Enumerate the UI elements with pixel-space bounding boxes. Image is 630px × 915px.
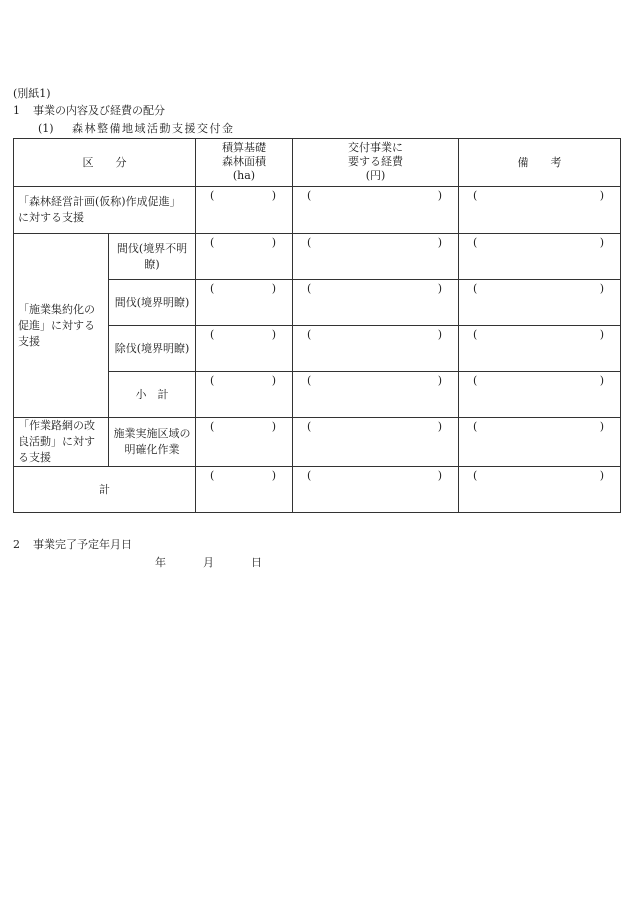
area-cell[interactable]: ( ) [196, 372, 293, 418]
remarks-cell[interactable]: ( ) [459, 372, 621, 418]
table-row [14, 467, 621, 513]
section-2-number: 2 [13, 538, 20, 551]
section-1-title: 事業の内容及び経費の配分 [33, 104, 165, 117]
table-header-row [14, 139, 621, 187]
subsection-1-number: (1) [38, 122, 54, 135]
row-weeding-clear-label: 除伐(境界明瞭) [109, 326, 196, 372]
area-cell[interactable]: ( ) [196, 418, 293, 467]
table-row [14, 418, 621, 467]
header-category: 区 分 [14, 139, 196, 187]
header-cost [293, 139, 459, 187]
header-cost-unit: (円) [365, 169, 386, 182]
remarks-cell[interactable]: ( ) [459, 326, 621, 372]
cost-cell[interactable]: ( ) [293, 187, 459, 234]
header-cost-line1: 交付事業に [348, 141, 403, 154]
row-total-label: 計 [14, 467, 196, 513]
header-area-line1: 積算基礎 [222, 141, 266, 154]
area-cell[interactable]: ( ) [196, 326, 293, 372]
header-cost-line2: 要する経費 [348, 155, 403, 168]
area-cell[interactable]: ( ) [196, 187, 293, 234]
remarks-cell[interactable]: ( ) [459, 280, 621, 326]
attachment-label: (別紙1) [13, 87, 51, 100]
row-plan-support-label: 「森林経営計画(仮称)作成促進」に対する支援 [14, 187, 196, 234]
remarks-cell[interactable]: ( ) [459, 234, 621, 280]
cost-cell[interactable]: ( ) [293, 372, 459, 418]
remarks-cell[interactable]: ( ) [459, 418, 621, 467]
header-remarks: 備 考 [459, 139, 621, 187]
section-2-heading [13, 538, 132, 552]
cost-cell[interactable]: ( ) [293, 234, 459, 280]
remarks-cell[interactable]: ( ) [459, 467, 621, 513]
section-1-number: 1 [13, 104, 20, 117]
date-month[interactable]: 月 [203, 556, 214, 569]
cost-cell[interactable]: ( ) [293, 326, 459, 372]
row-thinning-unclear-label: 間伐(境界不明瞭) [109, 234, 196, 280]
table-row [14, 234, 621, 280]
row-thinning-clear-label: 間伐(境界明瞭) [109, 280, 196, 326]
header-area-line2: 森林面積 [222, 155, 266, 168]
header-area-unit: (ha) [232, 169, 256, 182]
cost-cell[interactable]: ( ) [293, 280, 459, 326]
cost-cell[interactable]: ( ) [293, 467, 459, 513]
area-cell[interactable]: ( ) [196, 280, 293, 326]
completion-date [155, 556, 262, 570]
header-area [196, 139, 293, 187]
subsection-1-title: 森林整備地域活動支援交付金 [72, 122, 235, 135]
row-subtotal-label: 小 計 [109, 372, 196, 418]
area-cell[interactable]: ( ) [196, 467, 293, 513]
section-2-title: 事業完了予定年月日 [33, 538, 132, 551]
table-row [14, 187, 621, 234]
date-day[interactable]: 日 [251, 556, 262, 569]
section-1-heading [13, 104, 165, 118]
cost-cell[interactable]: ( ) [293, 418, 459, 467]
remarks-cell[interactable]: ( ) [459, 187, 621, 234]
area-cell[interactable]: ( ) [196, 234, 293, 280]
subsection-1-heading [38, 122, 235, 136]
row-road-group-label: 「作業路網の改良活動」に対する支援 [14, 418, 109, 467]
date-year[interactable]: 年 [155, 556, 166, 569]
row-boundary-work-label: 施業実施区域の明確化作業 [109, 418, 196, 467]
row-consolidation-group-label: 「施業集約化の促進」に対する支援 [14, 234, 109, 418]
budget-table [13, 138, 621, 513]
